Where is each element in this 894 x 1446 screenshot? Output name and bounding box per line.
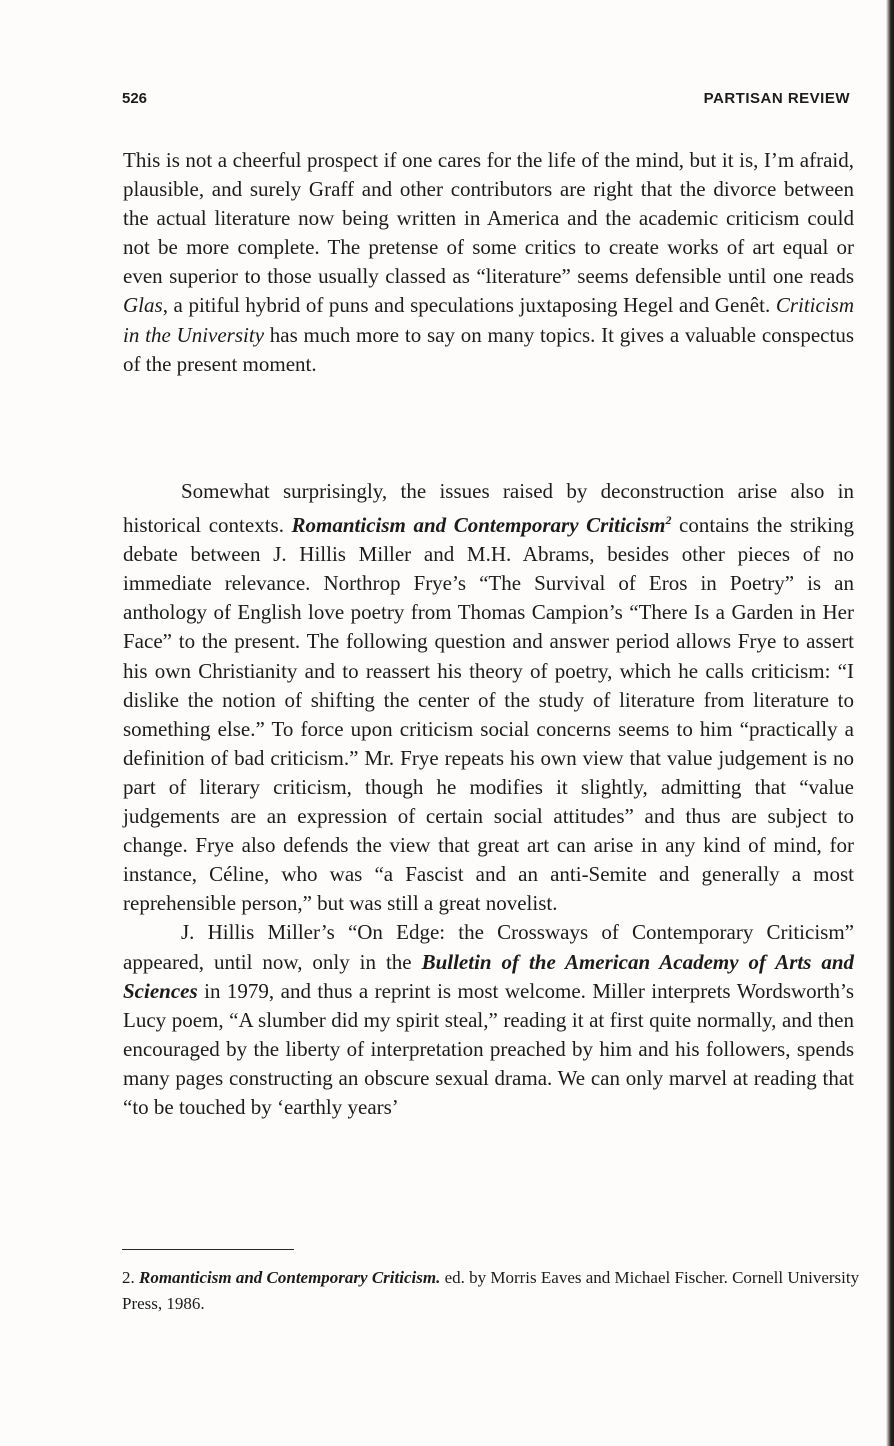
paragraph-1-text-c: has much more to say on many topics. It gives a valuable conspectus of the present moment.	[123, 322, 854, 376]
footnote-reference: 2	[665, 513, 672, 528]
footnote-2	[122, 1265, 862, 1317]
text-block-2	[123, 477, 854, 1122]
glas-title: Glas	[123, 293, 163, 318]
paragraph-1-text-a: This is not a cheerful prospect if one cares for the life of the mind, but it is, I’m afraid, plausible, and surely Graff and other contributors are right that the divorce between the actual literature now being written in America and the academic criticism could not be more complete. The pretense of some critics to create works of art equal or even superior to those usually classed as “literature” seems defensible until one reads	[123, 148, 854, 289]
footnote-rule	[122, 1249, 294, 1250]
paragraph-1	[123, 146, 854, 379]
running-head	[122, 90, 850, 112]
paragraph-2-text-a: Somewhat surprisingly, the issues raised by deconstruction arise also in historical contexts.	[123, 479, 854, 538]
paragraph-2	[123, 477, 854, 918]
paragraph-1-text-b: , a pitiful hybrid of puns and speculations juxtaposing Hegel and Genêt.	[162, 293, 776, 318]
page-edge-shadow	[886, 0, 894, 1446]
footnote-number: 2.	[122, 1268, 135, 1287]
text-block-1	[123, 146, 854, 379]
paragraph-2-text-b: contains the striking debate between J. Hillis Miller and M.H. Abrams, besides other pieces of no immediate relevance. Northrop Frye’s “The Survival of Eros in Poetry” is an anthology of English love poetry from Thomas Campion’s “There Is a Garden in Her Face” to the present. The following question and answer period allows Frye to assert his own Christianity and to reassert his theory of poetry, which he calls criticism: “I dislike the notion of shifting the center of the study of literature from literature to something else.” To force upon criticism social concerns seems to him “practically a definition of bad criticism.” Mr. Frye repeats his own view that value judgement is no part of literary criticism, though he modifies it slightly, admitting that “value judgements are an expression of certain social attitudes” and thus are subject to change. Frye also defends the view that great art can arise in any kind of mind, for instance, Céline, who was “a Fascist and an anti-Semite and generally a most reprehensible person,” but was still a great novelist.	[123, 513, 854, 916]
page-number: 526	[122, 90, 148, 107]
bulletin-title: Bulletin of the American Academy of Arts and Sciences	[123, 949, 854, 1003]
paragraph-3	[123, 918, 854, 1122]
paragraph-3-text-a: J. Hillis Miller’s “On Edge: the Crossways of Contemporary Criticism” appeared, until now, only in the	[123, 920, 854, 974]
criticism-in-the-university-title: Criticism in the University	[123, 293, 854, 347]
footnote	[122, 1265, 862, 1317]
romanticism-title: Romanticism and Contemporary Criticism	[291, 513, 666, 538]
footnote-text: ed. by Morris Eaves and Michael Fischer. Cornell University Press, 1986.	[122, 1268, 860, 1313]
journal-title: PARTISAN REVIEW	[703, 90, 850, 107]
paragraph-3-text-b: in 1979, and thus a reprint is most welcome. Miller interprets Wordsworth’s Lucy poem, “A slumber did my spirit steal,” reading it at first quite normally, and then encouraged by the liberty of interpretation preached by him and his followers, spends many pages constructing an obscure sexual drama. We can only marvel at reading that “to be touched by ‘earthly years’	[123, 978, 854, 1119]
footnote-book-title: Romanticism and Contemporary Criticism.	[139, 1268, 441, 1287]
